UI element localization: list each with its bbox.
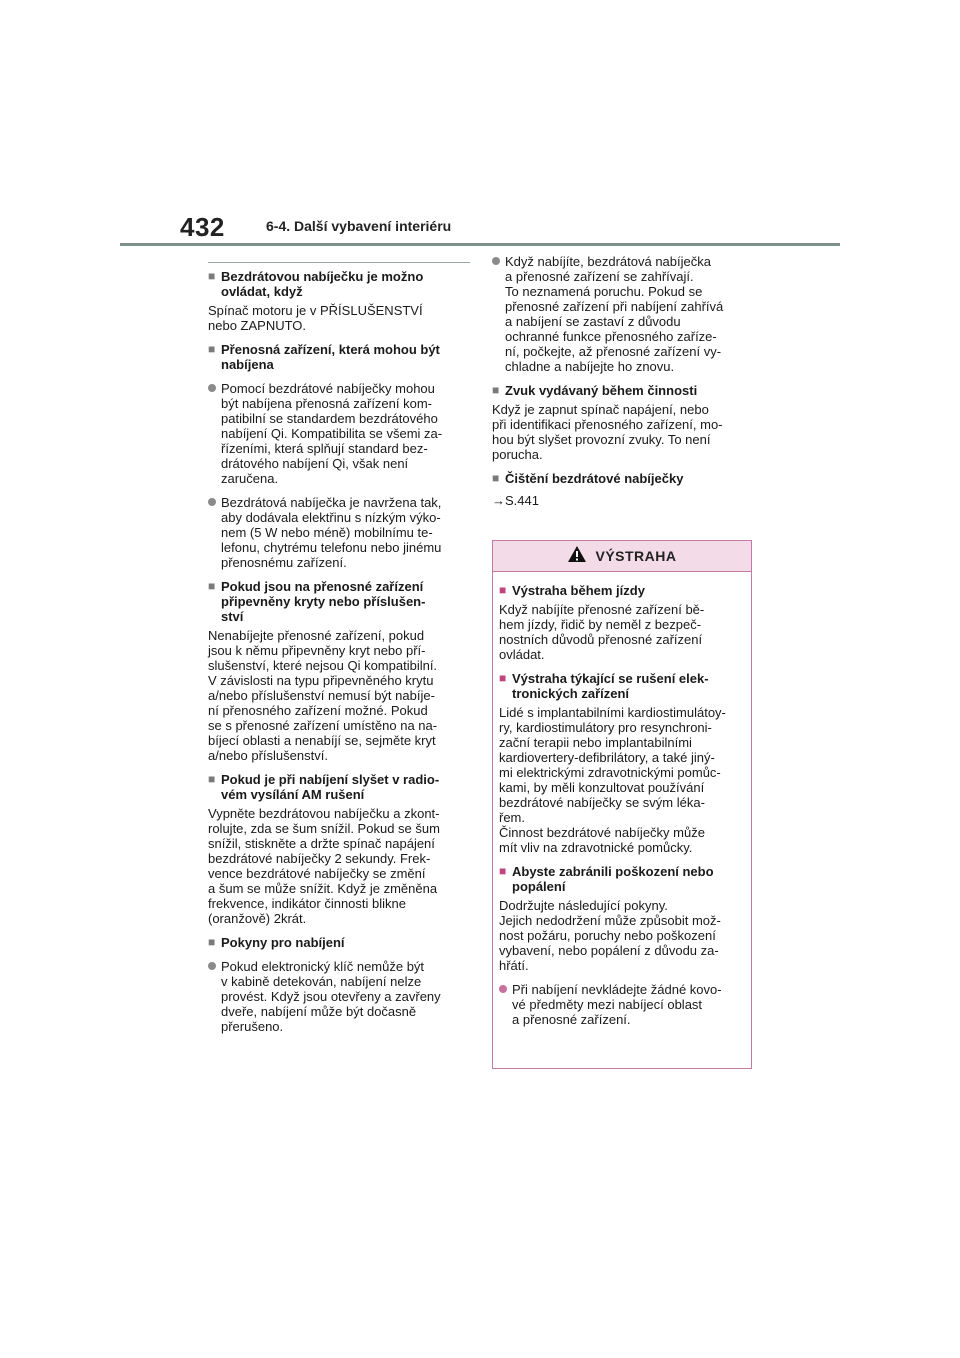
heading-electronic-interference xyxy=(499,671,745,701)
circle-bullet-icon xyxy=(499,985,507,993)
left-column xyxy=(208,262,470,1034)
warning-title: VÝSTRAHA xyxy=(595,548,677,564)
bullet-item xyxy=(208,959,470,1034)
square-bullet-icon: ■ xyxy=(492,383,500,397)
paragraph: Lidé s implantabilními kardiostimulátoy- ry, kardiostimulátory pro resynchroni- zační terapii nebo implantabilními kardiovertery-defibrilátory, a také jiný- mi elektrickými zdravotnickými pomůc- kami, by měli konzultovat používání bezdrátové nabíječky se svým léka- řem. Činnost bezdrátové nabíječky může mít vliv na zdravotnické pomůcky. xyxy=(499,705,726,855)
warning-triangle-icon xyxy=(567,545,587,568)
heading-text: Zvuk vydávaný během činnosti xyxy=(505,383,698,398)
section-title: 6-4. Další vybavení interiéru xyxy=(266,218,452,234)
square-bullet-icon: ■ xyxy=(208,579,216,593)
heading-charging-instructions xyxy=(208,935,470,950)
circle-bullet-icon xyxy=(492,257,500,265)
bullet-text: Pokud elektronický klíč nemůže být v kabině detekován, nabíjení nelze provést. Když jsou otevřeny a zavřeny dveře, nabíjení může být dočasně přerušeno. xyxy=(221,959,441,1034)
square-bullet-icon: ■ xyxy=(492,471,500,485)
square-bullet-icon: ■ xyxy=(208,269,216,283)
square-bullet-icon: ■ xyxy=(499,864,507,878)
heading-covers-accessories xyxy=(208,579,470,624)
paragraph: Nenabíjejte přenosné zařízení, pokud jsou k němu připevněny kryt nebo pří- slušenství, které nejsou Qi kompatibilní. V závislosti na typu připevněného krytu a/nebo příslušenství nemusí být nabíje- ní přenosného zařízení možné. Pokud se s přenosné zařízení umístěno na na- bíjecí oblasti a nenabíjí se, sejměte kryt a/nebo příslušenství. xyxy=(208,628,438,763)
paragraph: Vypněte bezdrátovou nabíječku a zkont- rolujte, zda se šum snížil. Pokud se šum snížil, stiskněte a držte spínač napájení bezdrátové nabíječky 2 sekundy. Frek- vence bezdrátové nabíječky se změní a šum se může snížit. Když je změněna frekvence, indikátor činnosti blikne (oranžově) 2krát. xyxy=(208,806,440,926)
heading-prevent-damage xyxy=(499,864,745,894)
heading-operating-sound xyxy=(492,383,754,398)
bullet-item xyxy=(208,381,470,486)
column-divider xyxy=(208,262,470,263)
heading-text: Výstraha během jízdy xyxy=(512,583,645,598)
heading-text: Přenosná zařízení, která mohou být nabíjena xyxy=(221,342,440,372)
circle-bullet-icon xyxy=(208,498,216,506)
heading-driving-warning xyxy=(499,583,745,598)
bullet-text: Když nabíjíte, bezdrátová nabíječka a přenosné zařízení se zahřívají. To neznamená poruchu. Pokud se přenosné zařízení při nabíjení zahřívá a nabíjení se zastaví z důvodu ochranné funkce přenosného zaříze- ní, počkejte, až přenosné zařízení vy- chladne a nabíjejte ho znovu. xyxy=(505,254,724,374)
heading-text: Pokyny pro nabíjení xyxy=(221,935,345,950)
heading-cleaning xyxy=(492,471,754,486)
circle-bullet-icon xyxy=(208,384,216,392)
bullet-item xyxy=(208,495,470,570)
page-number: 432 xyxy=(180,212,225,242)
bullet-item xyxy=(492,254,754,374)
paragraph: Když nabíjíte přenosné zařízení bě- hem jízdy, řidič by neměl z bezpeč- nostních důvodů přenosné zařízení ovládat. xyxy=(499,602,705,662)
warning-box xyxy=(492,540,752,1069)
warning-header xyxy=(493,541,751,572)
paragraph: Když je zapnut spínač napájení, nebo při identifikaci přenosného zařízení, mo- hou být slyšet provozní zvuky. To není porucha. xyxy=(492,402,723,462)
square-bullet-icon: ■ xyxy=(499,671,507,685)
bullet-text: Pomocí bezdrátové nabíječky mohou být nabíjena přenosná zařízení kom- patibilní se standardem bezdrátového nabíjení Qi. Kompatibilita se všemi za- řízeními, která splňují standard bez- drátového nabíjení Qi, však není zaručena. xyxy=(221,381,443,486)
square-bullet-icon: ■ xyxy=(208,772,216,786)
page-reference-link[interactable]: →S.441 xyxy=(492,493,539,508)
heading-text: Výstraha týkající se rušení elek- tronických zařízení xyxy=(512,671,709,701)
circle-bullet-icon xyxy=(208,962,216,970)
heading-text: Pokud jsou na přenosné zařízení připevněny kryty nebo příslušen- ství xyxy=(221,579,426,624)
heading-chargeable-devices xyxy=(208,342,470,372)
paragraph: Spínač motoru je v PŘÍSLUŠENSTVÍ nebo ZAPNUTO. xyxy=(208,303,423,333)
bullet-text: Při nabíjení nevkládejte žádné kovo- vé předměty mezi nabíjecí oblast a přenosné zařízení. xyxy=(512,982,722,1027)
page-header xyxy=(180,212,840,246)
heading-when-usable xyxy=(208,269,470,299)
bullet-item xyxy=(499,982,745,1027)
heading-text: Čištění bezdrátové nabíječky xyxy=(505,471,684,486)
square-bullet-icon: ■ xyxy=(208,342,216,356)
warning-body xyxy=(493,572,751,1027)
heading-text: Abyste zabránili poškození nebo popálení xyxy=(512,864,714,894)
right-column xyxy=(492,254,754,508)
heading-am-noise xyxy=(208,772,470,802)
square-bullet-icon: ■ xyxy=(208,935,216,949)
paragraph: Dodržujte následující pokyny. Jejich nedodržení může způsobit mož- nost požáru, poruchy nebo poškození vybavení, nebo popálení z důvodu za- hřátí. xyxy=(499,898,721,973)
bullet-text: Bezdrátová nabíječka je navržena tak, aby dodávala elektřinu s nízkým výko- nem (5 W nebo méně) mobilnímu te- lefonu, chytrému telefonu nebo jinému přenosnému zařízení. xyxy=(221,495,442,570)
header-divider xyxy=(120,243,840,246)
heading-text: Pokud je při nabíjení slyšet v radio- vém vysílání AM rušení xyxy=(221,772,440,802)
square-bullet-icon: ■ xyxy=(499,583,507,597)
heading-text: Bezdrátovou nabíječku je možno ovládat, když xyxy=(221,269,424,299)
